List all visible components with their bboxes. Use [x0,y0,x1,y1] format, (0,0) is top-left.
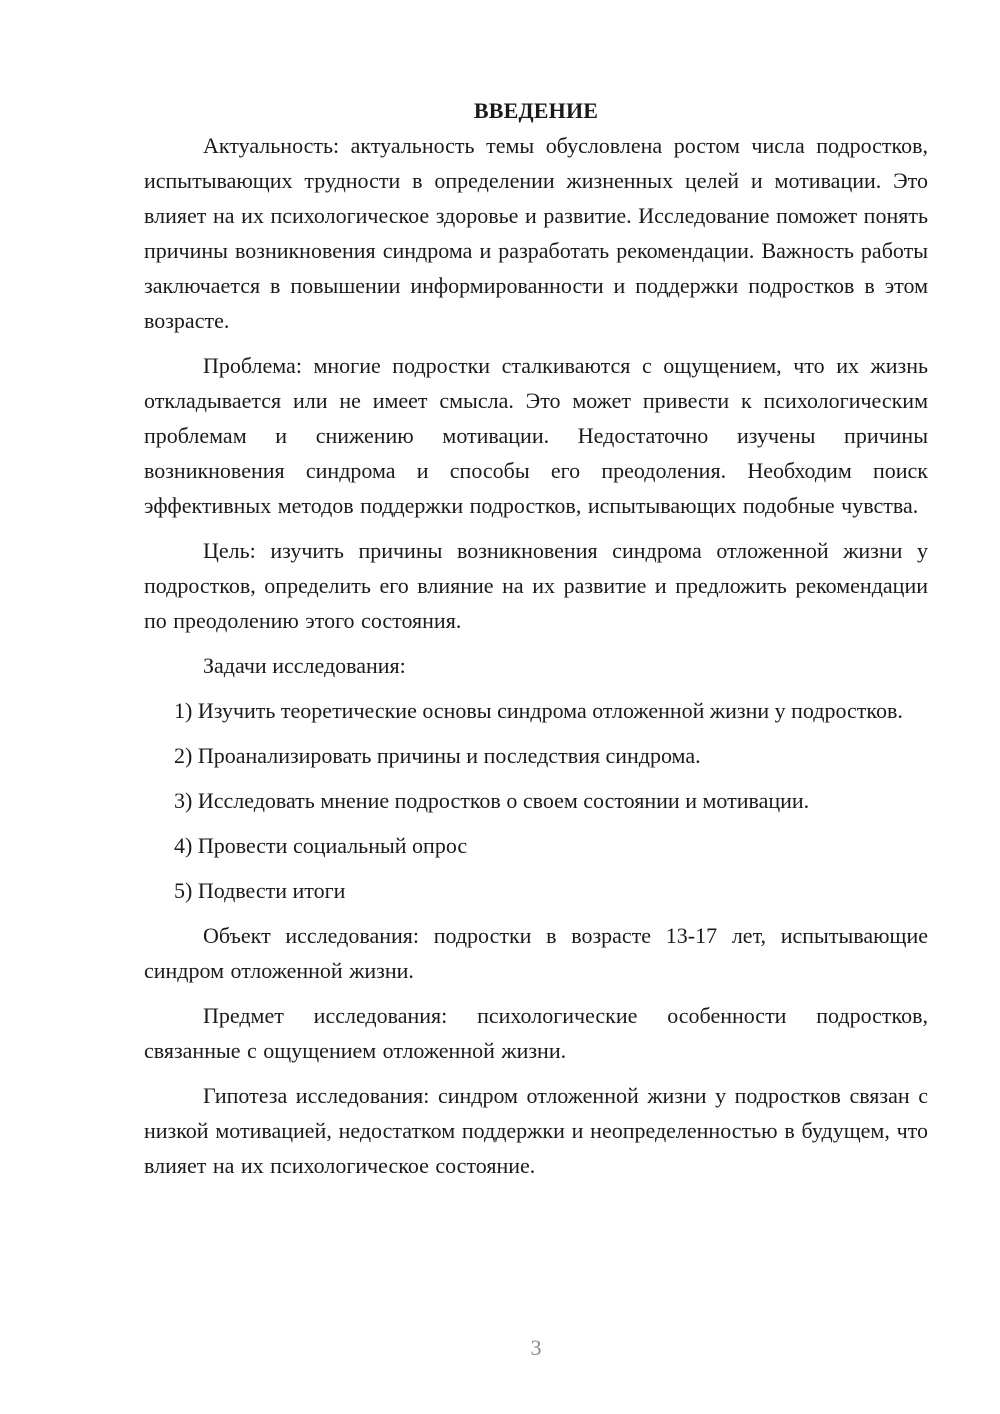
task-item-2: 2) Проанализировать причины и последствия синдрома. [174,743,701,768]
task-item-4: 4) Провести социальный опрос [174,833,468,858]
paragraph-hypothesis: Гипотеза исследования: синдром отложенной жизни у подростков связан с низкой мотивацией, недостатком поддержки и неопределенностью в будущем, что влияет на их психологическое состояние. [144,1083,928,1178]
paragraph-goal: Цель: изучить причины возникновения синдрома отложенной жизни у подростков, определить его влияние на их развитие и предложить рекомендации по преодолению этого состояния. [144,538,928,633]
paragraph-object: Объект исследования: подростки в возрасте 13-17 лет, испытывающие синдром отложенной жизни. [144,923,928,983]
paragraph-problem: Проблема: многие подростки сталкиваются с ощущением, что их жизнь откладывается или не имеет смысла. Это может привести к психологическим проблемам и снижению мотивации. Недостаточно изучены причины возникновения синдрома и способы его преодоления. Необходим поиск эффективных методов поддержки подростков, испытывающих подобные чувства. [144,353,928,518]
page-content [144,93,928,1193]
task-item-3: 3) Исследовать мнение подростков о своем состоянии и мотивации. [174,788,810,813]
paragraph-relevance: Актуальность: актуальность темы обусловлена ростом числа подростков, испытывающих трудности в определении жизненных целей и мотивации. Это влияет на их психологическое здоровье и развитие. Исследование поможет понять причины возникновения синдрома и разработать рекомендации. Важность работы заключается в повышении информированности и поддержки подростков в этом возрасте. [144,133,928,333]
task-item-1: 1) Изучить теоретические основы синдрома отложенной жизни у подростков. [174,698,903,723]
section-title: ВВЕДЕНИЕ [473,98,599,123]
paragraph-subject: Предмет исследования: психологические особенности подростков, связанные с ощущением отложенной жизни. [144,1003,928,1063]
tasks-heading: Задачи исследования: [203,653,406,678]
page-number: 3 [530,1335,542,1360]
task-item-5: 5) Подвести итоги [174,878,346,903]
